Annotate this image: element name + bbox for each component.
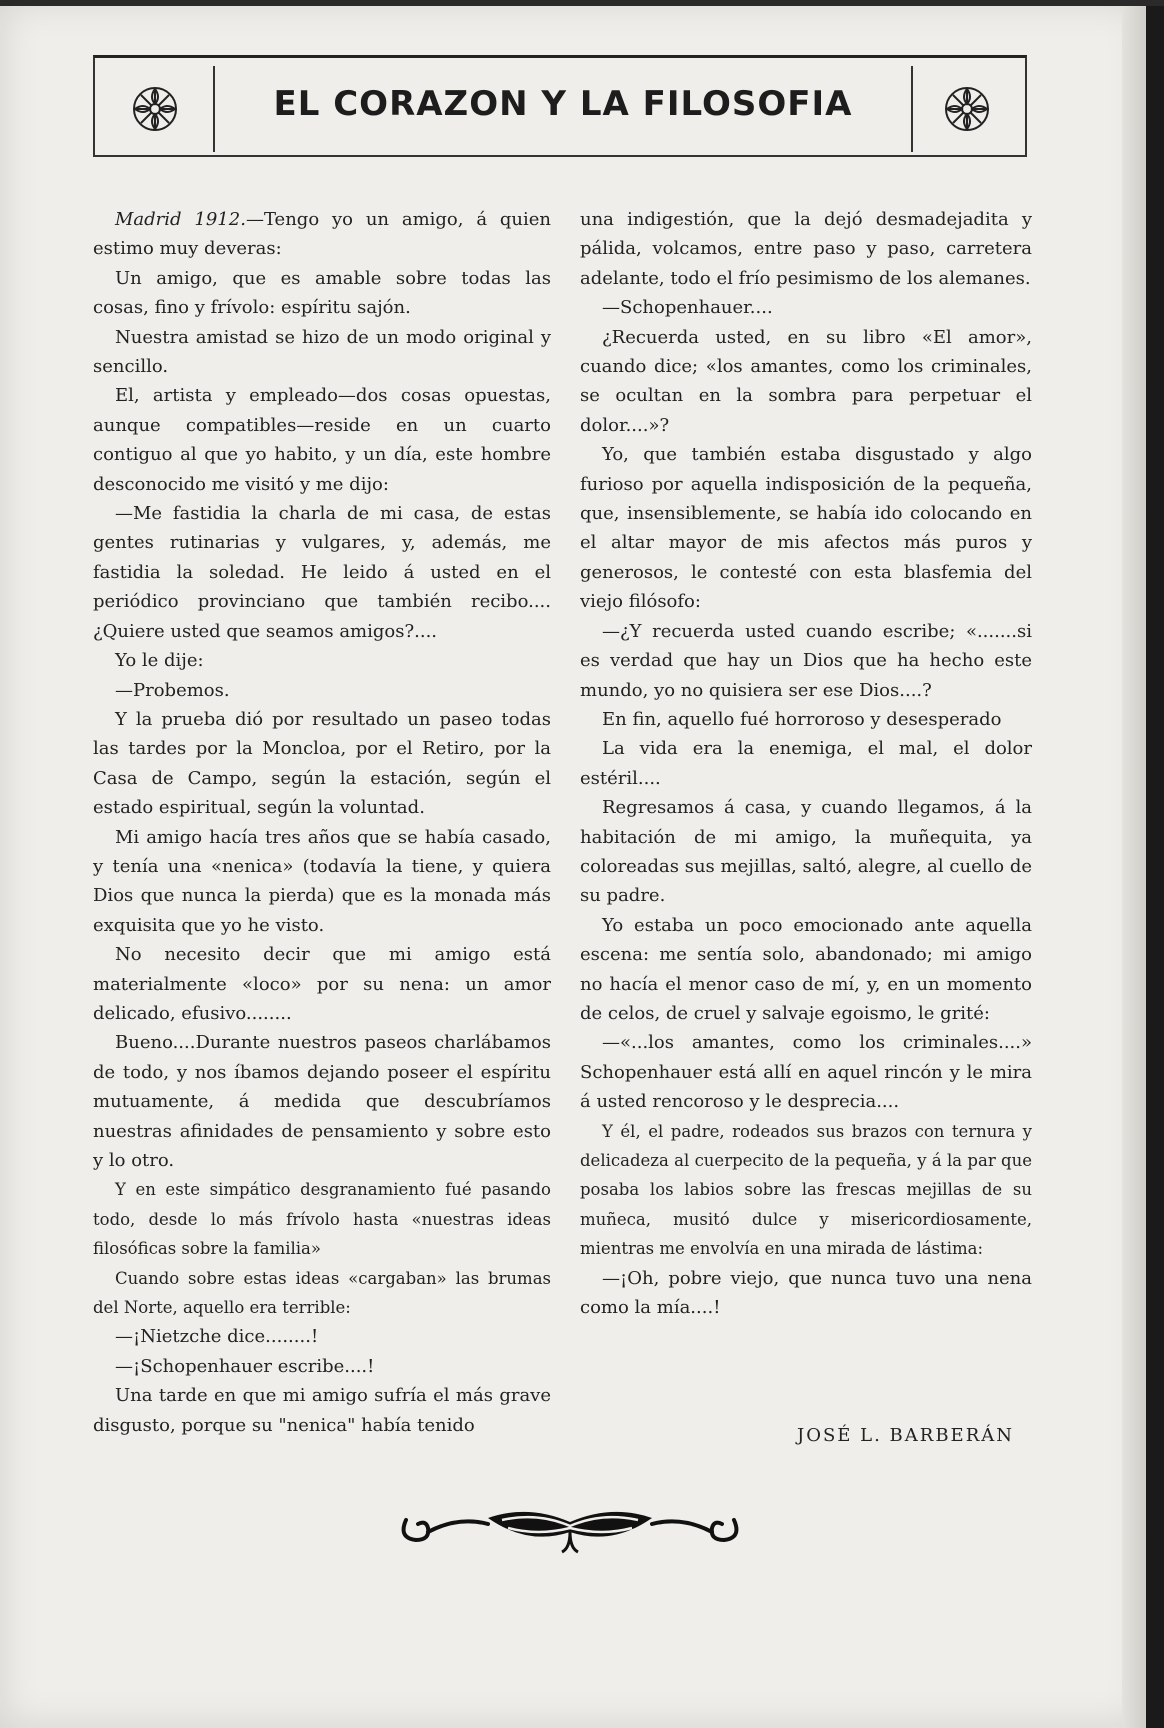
continuation-paragraph: una indigestión, que la dejó desmadejadita y pálida, volcamos, entre paso y paso, carretera adelante, todo el frío pesimismo de los alemanes. bbox=[580, 209, 1032, 289]
paragraph: Yo le dije: bbox=[115, 650, 204, 672]
paragraph: Regresamos á casa, y cuando llegamos, á la habitación de mi amigo, la muñequita, ya coloreadas sus mejillas, saltó, alegre, al cuello de su padre. bbox=[580, 797, 1032, 907]
header-divider-right bbox=[911, 66, 913, 152]
paragraph: Una tarde en que mi amigo sufría el más grave disgusto, porque su "nenica" había tenido bbox=[93, 1385, 551, 1436]
paragraph: —¡Schopenhauer escribe....! bbox=[115, 1355, 375, 1377]
paragraph: Un amigo, que es amable sobre todas las cosas, fino y frívolo: espíritu sajón. bbox=[93, 267, 551, 319]
paragraph: —¿Y recuerda usted cuando escribe; «.......si es verdad que hay un Dios que ha hecho este mundo, yo no quisiera ser ese Dios....? bbox=[580, 620, 1032, 701]
paragraph: Cuando sobre estas ideas «cargaban» las brumas del Norte, aquello era terrible: bbox=[93, 1268, 551, 1318]
paragraph: Y él, el padre, rodeados sus brazos con ternura y delicadeza al cuerpecito de la pequeña, y á la par que posaba los labios sobre las frescas mejillas de su muñeca, musitó dulce y misericordiosamente, mientras me envolvía en una mirada de lástima: bbox=[580, 1121, 1032, 1259]
scan-border bbox=[1146, 0, 1164, 1728]
rosette-ornament-icon bbox=[943, 85, 991, 133]
paragraph: ¿Recuerda usted, en su libro «El amor», cuando dice; «los amantes, como los criminales, se ocultan en la sombra para perpetuar el dolor....»? bbox=[580, 326, 1032, 436]
paragraph: En fin, aquello fué horroroso y desesperado bbox=[602, 708, 1002, 730]
paragraph: Yo, que también estaba disgustado y algo furioso por aquella indisposición de la pequeña, que, insensiblemente, se había ido colocando en el altar mayor de mis afectos más puros y generosos, le contesté con esta blasfemia del viejo filósofo: bbox=[580, 444, 1032, 613]
dateline-place: Madrid 1912. bbox=[115, 209, 246, 230]
paragraph: La vida era la enemiga, el mal, el dolor estéril.... bbox=[580, 738, 1032, 789]
article-column-left bbox=[93, 205, 551, 1440]
paragraph: —¡Nietzche dice........! bbox=[115, 1326, 319, 1348]
dateline-paragraph bbox=[93, 205, 551, 264]
paragraph: —Probemos. bbox=[115, 679, 230, 701]
paragraph: —¡Oh, pobre viejo, que nunca tuvo una nena como la mía....! bbox=[580, 1267, 1032, 1319]
paragraph: No necesito decir que mi amigo está materialmente «loco» por su nena: un amor delicado, efusivo........ bbox=[93, 944, 551, 1024]
paragraph: —Schopenhauer.... bbox=[602, 297, 773, 319]
paragraph: Nuestra amistad se hizo de un modo original y sencillo. bbox=[93, 326, 551, 378]
title-header-box bbox=[93, 55, 1027, 157]
scan-top-border bbox=[0, 0, 1164, 6]
flourish-ornament-icon bbox=[398, 1498, 742, 1558]
paragraph: El, artista y empleado—dos cosas opuestas, aunque compatibles—reside en un cuarto contiguo al que yo habito, y un día, este hombre desconocido me visitó y me dijo: bbox=[93, 385, 551, 495]
author-signature: JOSÉ L. BARBERÁN bbox=[796, 1425, 1014, 1446]
dateline-text: —Tengo yo un amigo, á quien estimo muy deveras: bbox=[93, 209, 551, 260]
paragraph: Yo estaba un poco emocionado ante aquella escena: me sentía solo, abandonado; mi amigo no hacía el menor caso de mí, y, en un momento de celos, de cruel y salvaje egoismo, le grité: bbox=[580, 914, 1032, 1024]
paragraph: Mi amigo hacía tres años que se había casado, y tenía una «nenica» (todavía la tiene, y quiera Dios que nunca la pierda) que es la monada más exquisita que yo he visto. bbox=[93, 826, 551, 936]
paragraph: Bueno....Durante nuestros paseos charlábamos de todo, y nos íbamos dejando poseer el espíritu mutuamente, á medida que descubríamos nuestras afinidades de pensamiento y sobre esto y lo otro. bbox=[93, 1032, 551, 1171]
paragraph: Y en este simpático desgranamiento fué pasando todo, desde lo más frívolo hasta «nuestras ideas filosóficas sobre la familia» bbox=[93, 1180, 551, 1259]
paragraph: Y la prueba dió por resultado un paseo todas las tardes por la Moncloa, por el Retiro, por la Casa de Campo, según la estación, según el estado espiritual, según la voluntad. bbox=[93, 708, 551, 819]
paragraph: —Me fastidia la charla de mi casa, de estas gentes rutinarias y vulgares, y, además, me fastidia la soledad. He leido á usted en el periódico provinciano que también recibo....¿Quiere usted que seamos amigos?.... bbox=[93, 503, 551, 642]
rosette-ornament-icon bbox=[131, 85, 179, 133]
page-edge bbox=[1122, 0, 1146, 1728]
article-title: EL CORAZON Y LA FILOSOFIA bbox=[273, 84, 853, 124]
article-column-right bbox=[580, 205, 1032, 1322]
paragraph: —«...los amantes, como los criminales....» Schopenhauer está allí en aquel rincón y le mira á usted rencoroso y le desprecia.... bbox=[580, 1032, 1032, 1113]
